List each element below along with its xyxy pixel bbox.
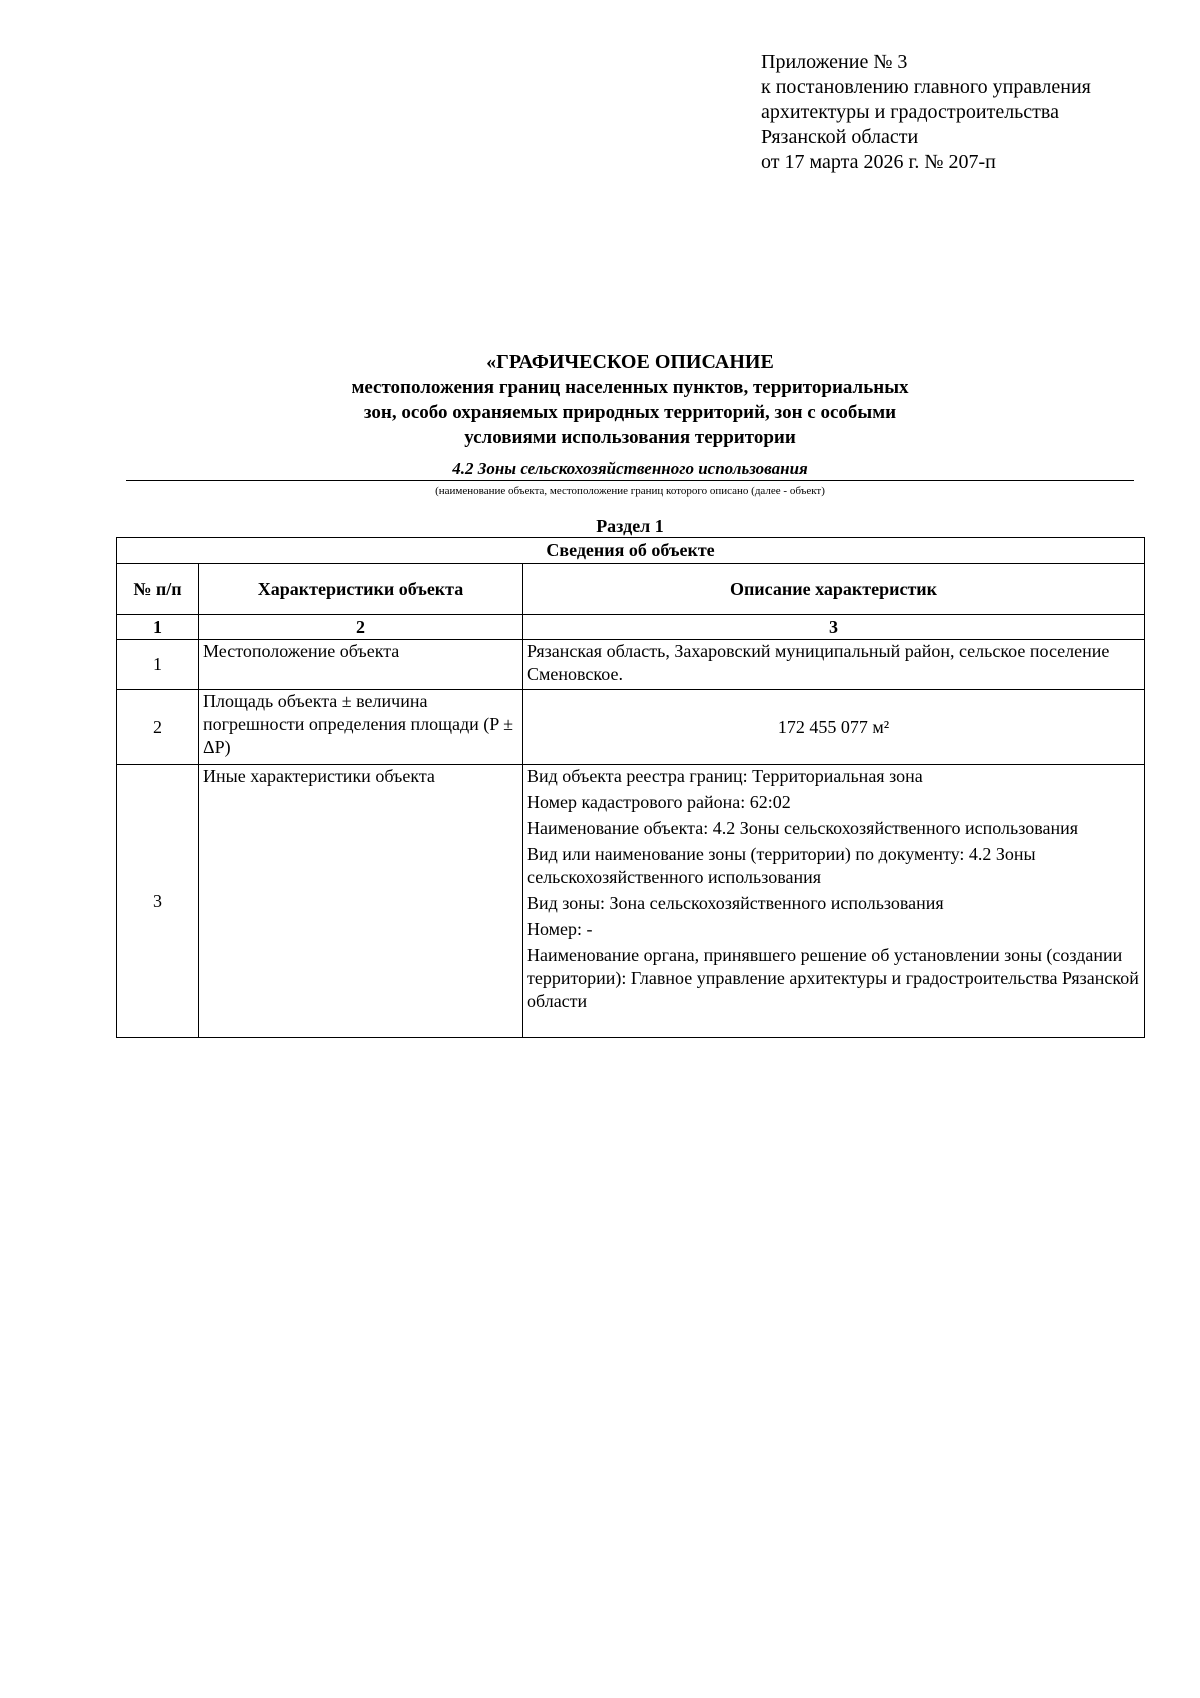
object-info-table — [116, 537, 1145, 1038]
header-num: № п/п — [117, 564, 199, 615]
description-line: Вид зоны: Зона сельскохозяйственного использования — [527, 893, 944, 913]
row-characteristic: Иные характеристики объекта — [199, 765, 523, 1038]
table-row — [117, 690, 1145, 765]
row-description — [523, 640, 1145, 690]
description-line: Наименование органа, принявшего решение об установлении зоны (создании территории): Главное управление архитектуры и градостроительства Рязанской области — [527, 945, 1139, 1011]
title-line: местоположения границ населенных пунктов, территориальных — [351, 377, 909, 398]
row-description — [523, 765, 1145, 1038]
description-line: 172 455 077 м² — [777, 716, 890, 737]
row-description — [523, 690, 1145, 765]
title-line: условиями использования территории — [464, 427, 796, 448]
appendix-line: от 17 марта 2026 г. № 207-п — [761, 151, 996, 173]
title-line: зон, особо охраняемых природных территорий, зон с особыми — [363, 402, 897, 423]
description-line: Вид или наименование зоны (территории) по документу: 4.2 Зоны сельскохозяйственного использования — [527, 844, 1036, 887]
table-row — [117, 765, 1145, 1038]
row-number: 1 — [117, 640, 199, 690]
row-number: 2 — [117, 690, 199, 765]
object-name: 4.2 Зоны сельскохозяйственного использования — [452, 459, 808, 478]
appendix-line: Приложение № 3 — [761, 51, 908, 73]
description-line: Вид объекта реестра границ: Территориальная зона — [527, 766, 923, 786]
header-description: Описание характеристик — [523, 564, 1145, 615]
appendix-line: архитектуры и градостроительства — [761, 101, 1059, 123]
column-number: 3 — [523, 615, 1145, 640]
object-name-underline — [126, 480, 1134, 481]
table-title: Сведения об объекте — [117, 538, 1145, 564]
description-line: Рязанская область, Захаровский муниципальный район, сельское поселение Сменовское. — [527, 641, 1110, 684]
section-title: Раздел 1 — [596, 516, 664, 536]
appendix-line: к постановлению главного управления — [761, 76, 1091, 98]
description-line: Номер кадастрового района: 62:02 — [527, 792, 791, 812]
description-line: Номер: - — [527, 919, 593, 939]
appendix-header — [761, 50, 1181, 175]
row-characteristic: Местоположение объекта — [199, 640, 523, 690]
description-line: Наименование объекта: 4.2 Зоны сельскохозяйственного использования — [527, 818, 1079, 838]
row-characteristic: Площадь объекта ± величина погрешности определения площади (P ± ΔP) — [199, 690, 523, 765]
title-line: «ГРАФИЧЕСКОЕ ОПИСАНИЕ — [486, 351, 774, 373]
column-number: 2 — [199, 615, 523, 640]
header-characteristics: Характеристики объекта — [199, 564, 523, 615]
appendix-line: Рязанской области — [761, 126, 919, 148]
column-number: 1 — [117, 615, 199, 640]
document-title — [126, 350, 1134, 450]
row-number: 3 — [117, 765, 199, 1038]
object-name-caption: (наименование объекта, местоположение границ которого описано (далее - объект) — [435, 485, 825, 497]
table-row — [117, 640, 1145, 690]
